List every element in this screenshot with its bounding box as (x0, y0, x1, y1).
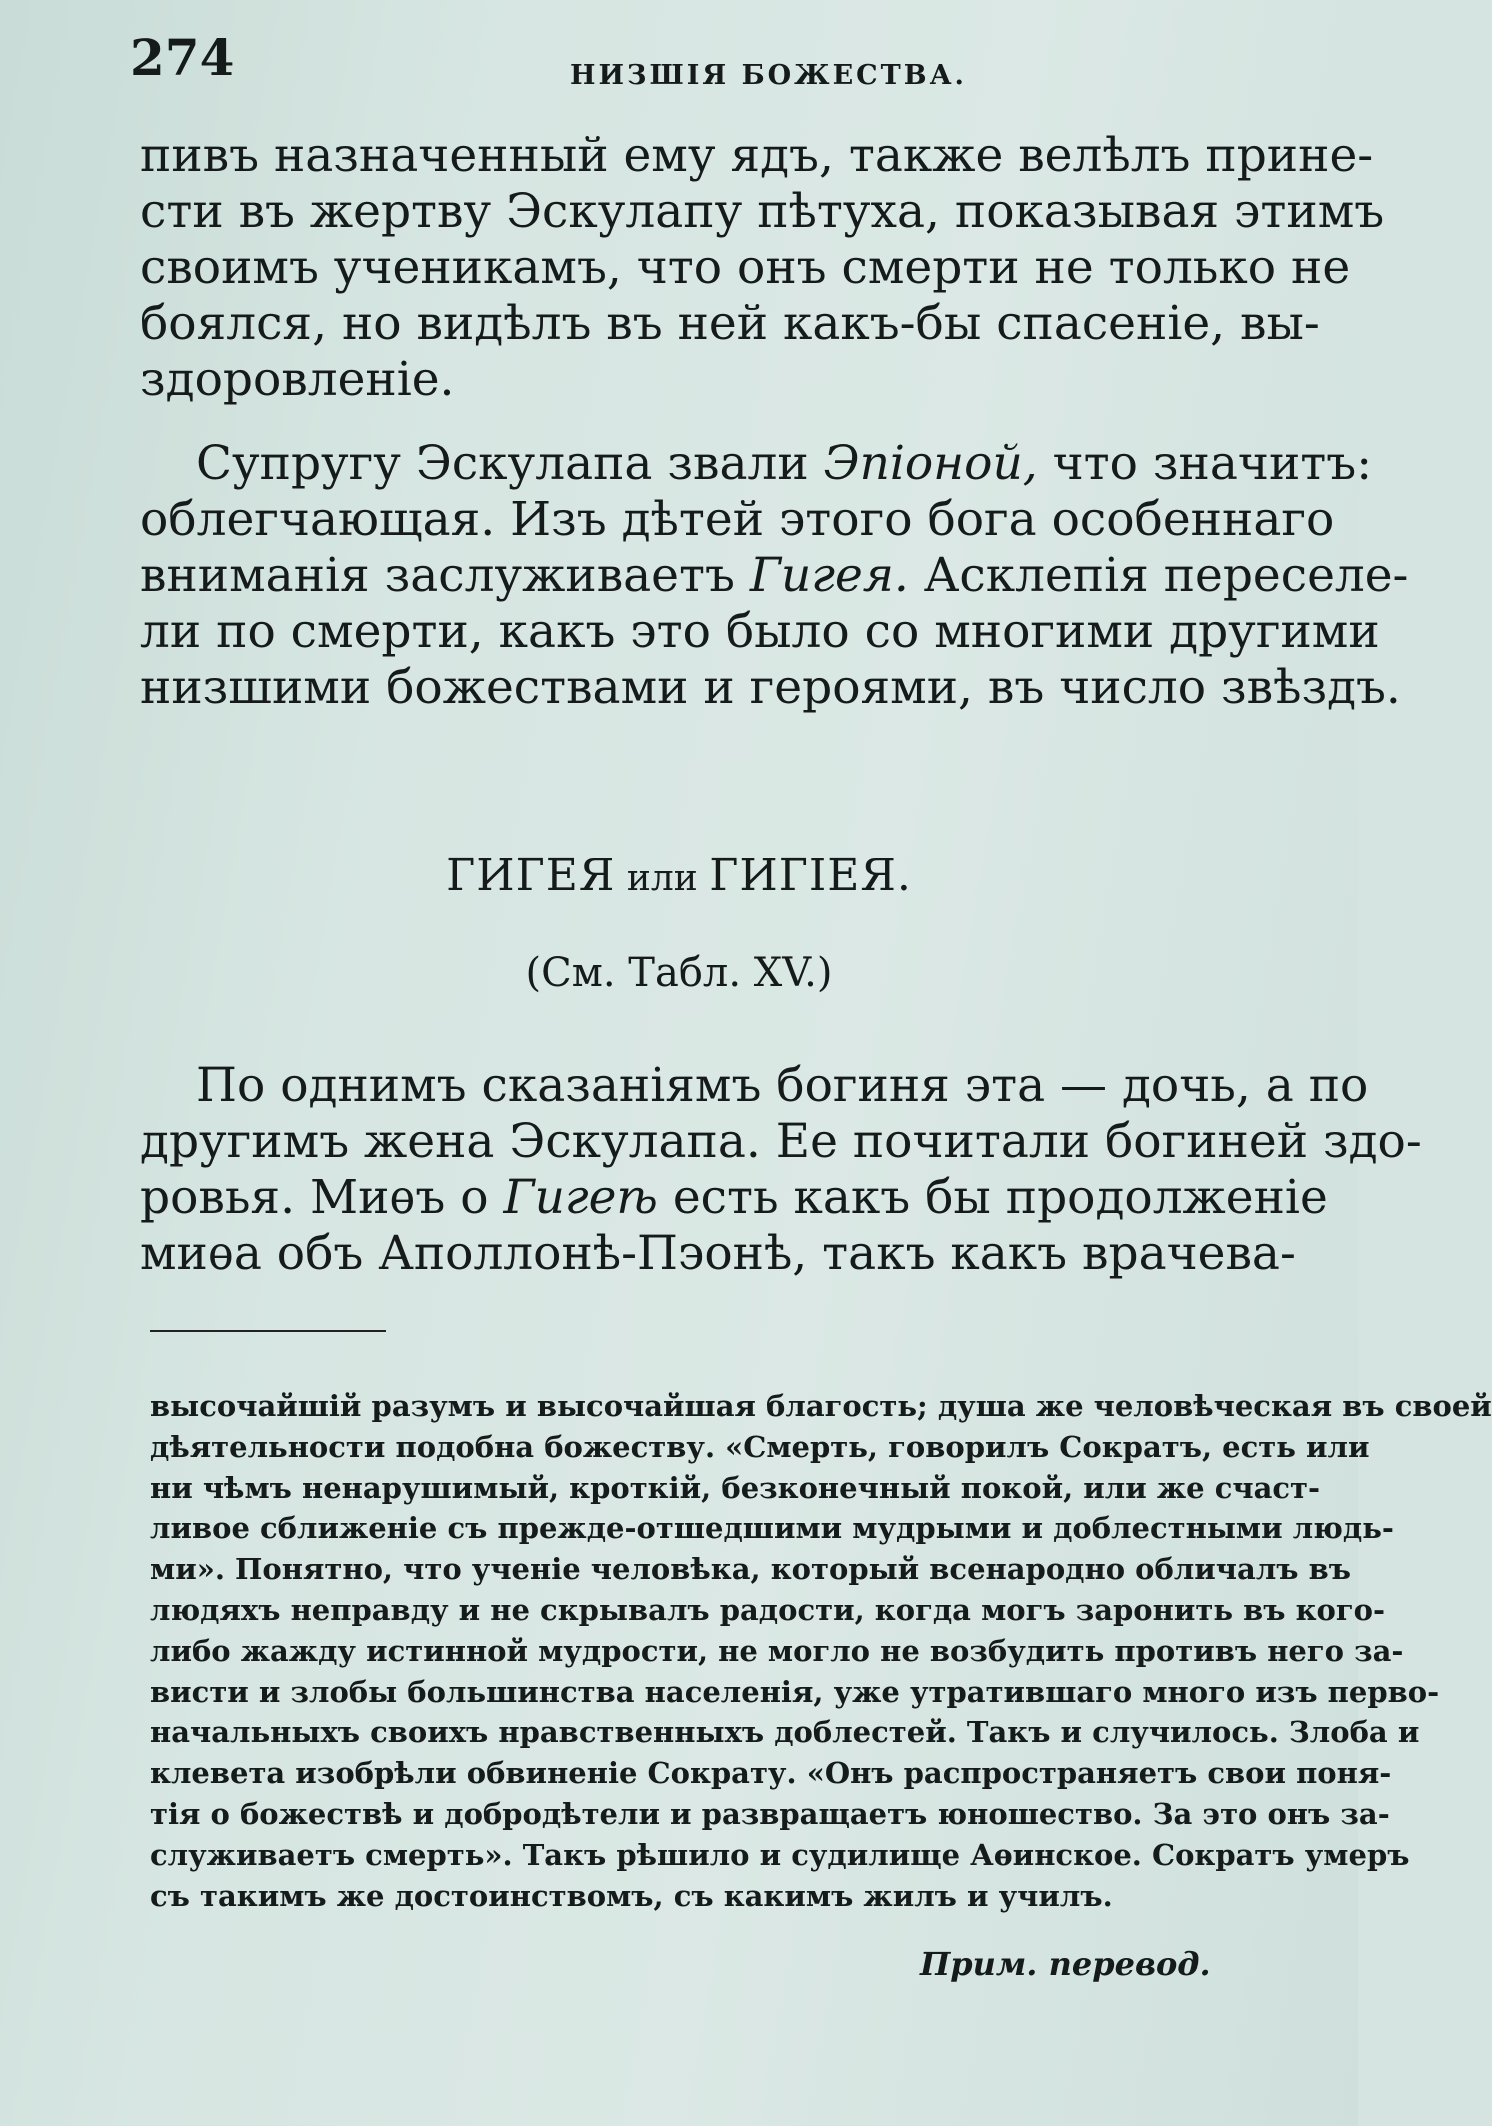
footnote-line: ни чѣмъ ненарушимый, кроткій, безконечный покой, или же счаст- (150, 1470, 1321, 1505)
footnote-line: дѣятельности подобна божеству. «Смерть, говорилъ Сократъ, есть или (150, 1429, 1370, 1464)
section-title-b: ГИГІЕЯ. (709, 850, 912, 901)
text-span: вниманія заслуживаетъ (140, 548, 750, 603)
footnote-separator (150, 1330, 386, 1332)
footnote-signature: Прим. перевод. (920, 1945, 1211, 1983)
footnote-line: тія о божествѣ и добродѣтели и развращаетъ юношество. За это онъ за- (150, 1796, 1390, 1831)
section-title-or: или (615, 858, 710, 899)
paragraph-2 (140, 436, 1409, 716)
text-line: сти въ жертву Эскулапу пѣтуха, показывая этимъ (140, 184, 1385, 239)
footnote-line: служиваетъ смерть». Такъ рѣшило и судилище Аѳинское. Сократъ умеръ (150, 1837, 1410, 1872)
running-title: НИЗШІЯ БОЖЕСТВА. (570, 60, 967, 91)
text-line: миѳа объ Аполлонѣ-Пэонѣ, такъ какъ врачева- (140, 1226, 1296, 1281)
footnote-line: съ такимъ же достоинствомъ, съ какимъ жилъ и училъ. (150, 1878, 1113, 1913)
text-line: облегчающая. Изъ дѣтей этого бога особеннаго (140, 492, 1335, 547)
section-reference: (См. Табл. XV.) (525, 950, 833, 996)
text-line: другимъ жена Эскулапа. Ее почитали богиней здо- (140, 1114, 1422, 1169)
text-line: низшими божествами и героями, въ число звѣздъ. (140, 660, 1401, 715)
footnote-line: либо жажду истинной мудрости, не могло не возбудить противъ него за- (150, 1633, 1404, 1668)
text-line: пивъ назначенный ему ядъ, также велѣлъ прине- (140, 128, 1374, 183)
text-line: ли по смерти, какъ это было со многими другими (140, 604, 1380, 659)
text-line: своимъ ученикамъ, что онъ смерти не только не (140, 240, 1351, 295)
text-line: боялся, но видѣлъ въ ней какъ-бы спасеніе, вы- (140, 296, 1320, 351)
name-gigeya: Гигея. (749, 548, 909, 603)
footnote-line: висти и злобы большинства населенія, уже утратившаго много изъ перво- (150, 1674, 1440, 1709)
footnote-line: клевета изобрѣли обвиненіе Сократу. «Онъ распространяетъ свои поня- (150, 1756, 1392, 1791)
text-line (140, 548, 1409, 604)
text-span: ровья. Миѳъ о (140, 1170, 504, 1225)
name-epiona: Эпіоной, (823, 436, 1038, 491)
text-span: Супругу Эскулапа звали (196, 436, 824, 491)
text-line: По однимъ сказаніямъ богиня эта — дочь, а по (196, 1058, 1369, 1113)
name-gigee: Гигеѣ (503, 1170, 658, 1225)
paragraph-3 (140, 1058, 1422, 1282)
footnote-line: ми». Понятно, что ученіе человѣка, который всенародно обличалъ въ (150, 1552, 1352, 1587)
footnote-line: ливое сближеніе съ прежде-отшедшими мудрыми и доблестными людь- (150, 1511, 1394, 1546)
footnote-line: высочайшій разумъ и высочайшая благость; душа же человѣческая въ своей (150, 1389, 1492, 1423)
section-title (0, 850, 1358, 901)
section-title-a: ГИГЕЯ (446, 850, 616, 901)
text-span: Асклепія переселе- (908, 548, 1409, 603)
footnote-line: начальныхъ своихъ нравственныхъ доблестей. Такъ и случилось. Злоба и (150, 1715, 1420, 1750)
footnote-line: людяхъ неправду и не скрывалъ радости, когда могъ заронить въ кого- (150, 1592, 1386, 1627)
text-line (140, 436, 1373, 492)
paragraph-1 (140, 128, 1385, 408)
text-line (140, 1170, 1328, 1226)
footnote (150, 1386, 1492, 1916)
text-span: есть какъ бы продолженіе (657, 1170, 1328, 1225)
text-span: что значитъ: (1037, 436, 1373, 491)
page-number: 274 (130, 28, 235, 87)
text-line: здоровленіе. (140, 352, 455, 407)
page-header (130, 28, 1290, 98)
